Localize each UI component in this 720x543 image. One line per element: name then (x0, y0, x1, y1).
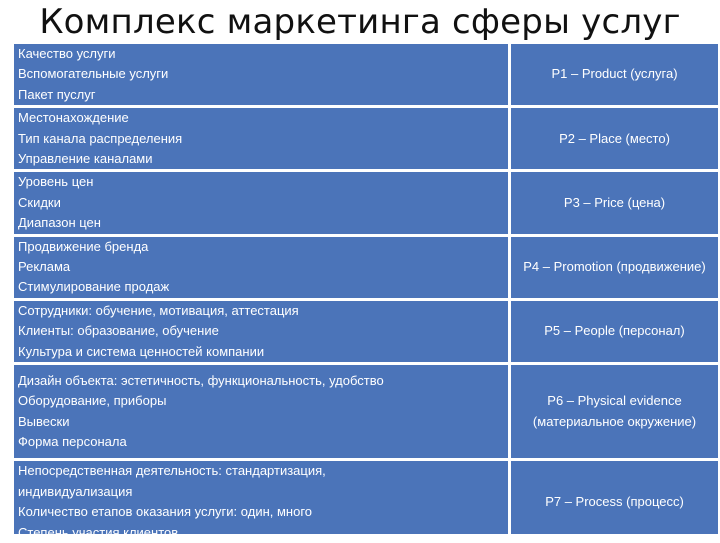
element-item: Продвижение бренда (18, 238, 149, 254)
table-row (14, 461, 718, 543)
element-item: Непосредственная деятельность: стандартизация, индивидуализация (18, 463, 326, 499)
element-item: Клиенты: образование, обучение (18, 323, 219, 339)
category-cell: Р7 – Process (процесс) (545, 493, 684, 509)
element-item: Стимулирование продаж (18, 279, 170, 295)
element-item: Пакет пуслуг (18, 86, 96, 102)
element-item: Степень участия клиентов (18, 524, 179, 540)
table-row (14, 237, 718, 301)
element-item: Местонахождение (18, 110, 129, 126)
table-row (14, 172, 718, 236)
elements-cell (14, 461, 511, 543)
category-cell: Р3 – Price (цена) (511, 172, 718, 236)
element-item: Тип канала распределения (18, 130, 183, 146)
table-row (14, 44, 718, 108)
category-cell: Р4 – Promotion (продвижение) (511, 237, 718, 301)
category-cell: Р5 – People (персонал) (511, 301, 718, 365)
element-item: Диапазон цен (18, 215, 101, 231)
element-item: Количество етапов оказания услуги: один, много (18, 504, 313, 520)
table-row (14, 301, 718, 365)
table-row (14, 108, 718, 172)
element-item: Культура и система ценностей компании (18, 343, 265, 359)
element-item: Форма персонала (18, 434, 127, 449)
element-item: Уровень цен (18, 174, 94, 190)
elements-cell (14, 44, 511, 108)
element-item: Реклама (18, 259, 71, 275)
element-item: Дизайн объекта: эстетичность, функциональность, удобство (18, 372, 384, 388)
element-item: Сотрудники: обучение, мотивация, аттестация (18, 302, 299, 318)
category-cell: Р1 – Product (услуга) (511, 44, 718, 108)
element-item: Качество услуги (18, 46, 116, 61)
category-cell: Р2 – Place (место) (511, 108, 718, 172)
element-item: Оборудование, приборы (18, 393, 167, 409)
slide-title: Комплекс маркетинга сферы услуг (39, 2, 681, 42)
elements-cell (14, 365, 511, 461)
element-item: Вспомогательные услуги (18, 66, 169, 82)
elements-cell (14, 172, 511, 236)
element-item: Вывески (18, 413, 70, 429)
element-item: Скидки (18, 194, 61, 210)
marketing-mix-table (14, 44, 718, 543)
category-cell: Р6 – Physical evidence (материальное окружение) (511, 365, 718, 461)
table-row (14, 365, 718, 461)
element-item: Управление каналами (18, 151, 153, 167)
elements-cell (14, 301, 511, 365)
elements-cell (14, 237, 511, 301)
elements-cell (14, 108, 511, 172)
